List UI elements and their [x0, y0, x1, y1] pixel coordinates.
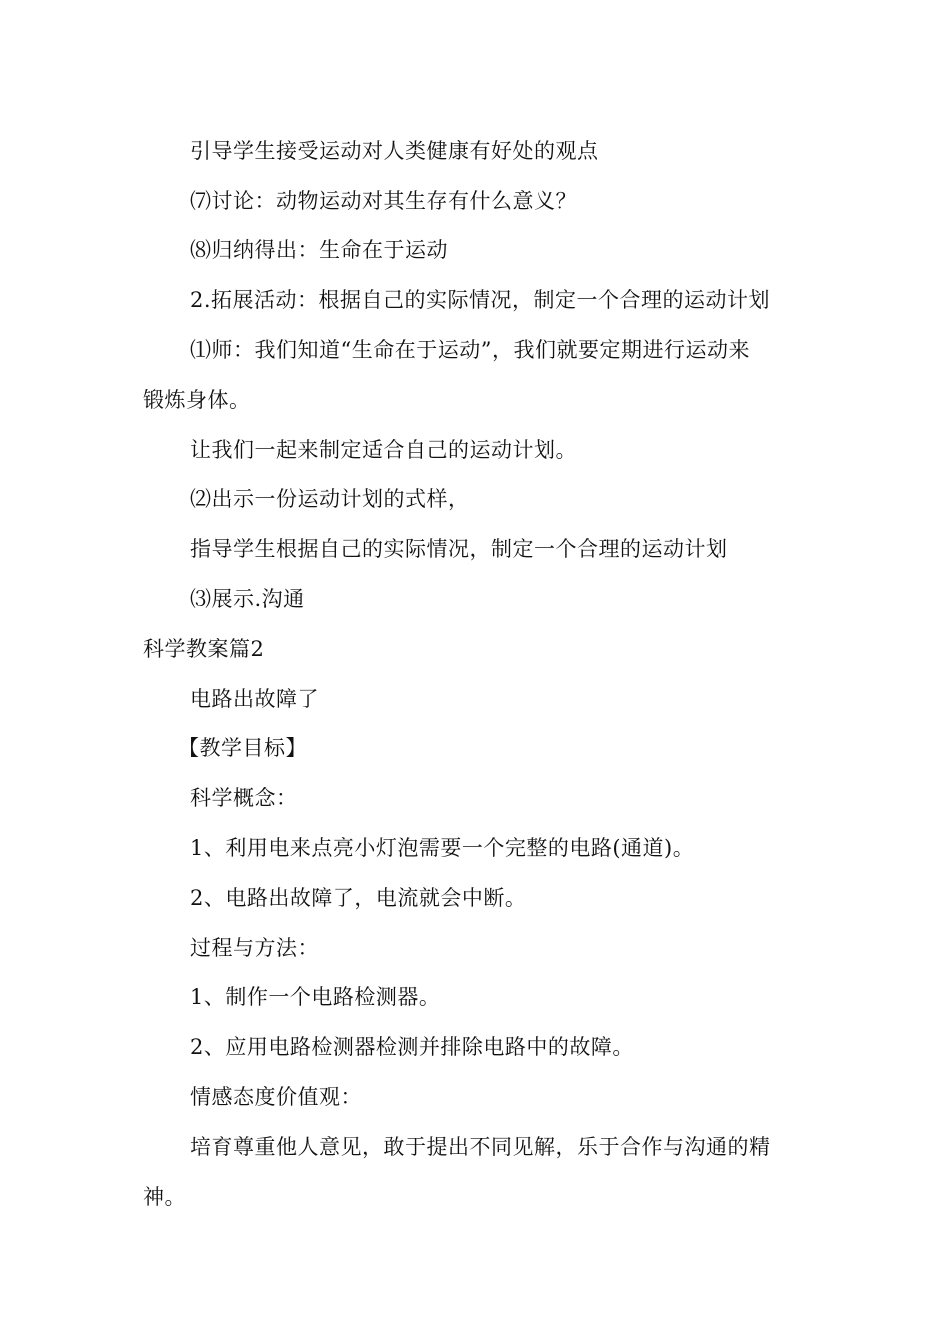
paragraph-line: 让我们一起来制定适合自己的运动计划。 — [190, 438, 577, 462]
paragraph-line: 培育尊重他人意见，敢于提出不同见解，乐于合作与沟通的精 — [190, 1135, 771, 1159]
paragraph-line: 神。 — [143, 1185, 186, 1209]
section-heading: 科学教案篇2 — [143, 637, 265, 661]
section-label: 【教学目标】 — [178, 736, 307, 760]
paragraph-line: 1、制作一个电路检测器。 — [190, 985, 441, 1009]
paragraph-line: 引导学生接受运动对人类健康有好处的观点 — [190, 139, 599, 163]
lesson-title: 电路出故障了 — [190, 687, 319, 711]
paragraph-line: 1、利用电来点亮小灯泡需要一个完整的电路(通道)。 — [190, 836, 695, 860]
paragraph-line: 情感态度价值观： — [190, 1085, 362, 1109]
paragraph-line: 2、电路出故障了，电流就会中断。 — [190, 886, 527, 910]
paragraph-line: 指导学生根据自己的实际情况，制定一个合理的运动计划 — [190, 537, 728, 561]
paragraph-line: ⑵出示一份运动计划的式样， — [190, 487, 470, 511]
paragraph-line: ⑺讨论：动物运动对其生存有什么意义？ — [190, 189, 577, 213]
paragraph-line: 科学概念： — [190, 786, 298, 810]
paragraph-line: ⑻归纳得出：生命在于运动 — [190, 238, 448, 262]
paragraph-line: 2.拓展活动：根据自己的实际情况，制定一个合理的运动计划 — [190, 288, 771, 312]
paragraph-line: 过程与方法： — [190, 936, 319, 960]
paragraph-line: ⑶展示.沟通 — [190, 587, 305, 611]
paragraph-line: ⑴师：我们知道“生命在于运动”，我们就要定期进行运动来 — [190, 338, 750, 362]
paragraph-line: 2、应用电路检测器检测并排除电路中的故障。 — [190, 1035, 634, 1059]
paragraph-line: 锻炼身体。 — [143, 388, 251, 412]
